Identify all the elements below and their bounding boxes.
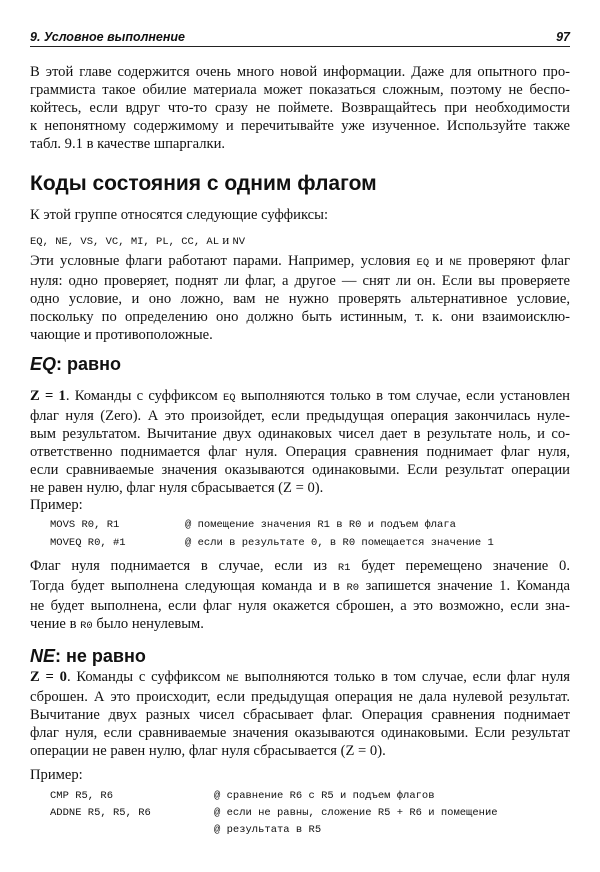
eq-paragraph-2 [30, 557, 570, 635]
code-inline: EQ [222, 392, 236, 404]
ne-code-instr-2: ADDNE R5, R5, R6 [50, 807, 151, 819]
ne-paragraph [30, 668, 570, 760]
code-inline: NE [449, 257, 462, 269]
text-line: флаг нуля (Zero). А это произойдет, если предыдущая операция закончилась нуле- [30, 408, 570, 424]
text-line: поскольку по определению оно должно быть истинным, т. к. они взаимоисклю- [30, 309, 570, 325]
intro-paragraph [30, 63, 570, 153]
eq-code-instr-1: MOVS R0, R1 [50, 519, 120, 531]
eq-example-label: Пример: [30, 497, 83, 513]
page-number: 97 [556, 30, 570, 44]
ne-code-comment-3: @ результата в R5 [214, 824, 322, 836]
code-inline: EQ, NE, VS, VC, MI, PL, CC, AL [30, 236, 220, 248]
text-line: чение в R0 было ненулевым. [30, 616, 204, 632]
code-inline: R0 [80, 620, 93, 632]
ne-heading: NE: не равно [30, 646, 146, 666]
ne-abbr: NE [30, 646, 56, 666]
eq-code-instr-2: MOVEQ R0, #1 [50, 537, 126, 549]
section-paragraph [30, 252, 570, 344]
running-header [30, 30, 570, 47]
text-line: операции не равен нулю, флаг нуля сбрасывается (Z = 0). [30, 743, 386, 759]
text-line: Z = 0. Команды с суффиксом NE выполняются только в том случае, если флаг нуля [30, 669, 570, 685]
section-lead [30, 206, 570, 224]
chapter-title: 9. Условное выполнение [30, 30, 186, 44]
eq-abbr: EQ [30, 354, 57, 374]
suffix-list [30, 231, 570, 251]
text-line: Z = 1. Команды с суффиксом EQ выполняются только в том случае, если установлен [30, 388, 570, 404]
eq-paragraph [30, 387, 570, 497]
ne-code-comment-2: @ если не равны, сложение R5 + R6 и помещение [214, 807, 498, 819]
text-line: табл. 9.1 в качестве шпаргалки. [30, 136, 226, 152]
code-inline: NV [232, 236, 246, 248]
section-heading: Коды состояния с одним флагом [30, 172, 377, 195]
suffix-conjunction: и [219, 232, 233, 247]
eq-code-comment-2: @ если в результате 0, в R0 помещается значение 1 [185, 537, 494, 549]
eq-code-comment-1: @ помещение значения R1 в R0 и подъем флага [185, 519, 456, 531]
code-inline: EQ [416, 257, 430, 269]
code-inline: NE [226, 673, 239, 685]
text-line: Тогда будет выполнена следующая команда и в R0 запишется значение 1. Команда [30, 578, 570, 594]
text-line: Эти условные флаги работают парами. Например, условия EQ и NE проверяют флаг [30, 253, 571, 269]
text-line: койтесь, если вдруг что-то сразу не поймете. Возвращайтесь при необходимости [30, 100, 570, 116]
text-line: одно условие, и оно ложно, вам не нужно проверять альтернативное условие, [30, 291, 570, 307]
text-line: флаг нуля, если сравниваемые значения оказываются одинаковыми. Если результат [30, 725, 570, 741]
text-line: вым результатом. Вычитание двух одинаковых чисел дает в результате ноль, и со- [30, 426, 570, 442]
ne-example-label: Пример: [30, 767, 83, 783]
text-line: сброшен. А это происходит, если предыдущая операция не дала нулевой результат. [30, 689, 570, 705]
text-line: нуля: одно проверяет, поднят ли флаг, а другое — снят ли он. Если вы проверяете [30, 273, 570, 289]
text-line: К этой группе относятся следующие суффиксы: [30, 207, 329, 223]
text-line: ответственно поднимается флаг нуля. Операция сравнения поднимает флаг нуля, [30, 444, 570, 460]
code-inline: R1 [337, 562, 351, 574]
text-line: граммиста такое обилие материала может показаться сложным, поэтому не беспо- [30, 82, 570, 98]
ne-code-instr-1: CMP R5, R6 [50, 790, 114, 802]
code-inline: R0 [346, 582, 360, 594]
text-line: не будет выполнена, если флаг нуля окажется сброшен, а это возможно, если зна- [30, 598, 570, 614]
text-line: если сравниваемые значения оказываются одинаковыми. Если результат операции [30, 462, 570, 478]
ne-code-comment-1: @ сравнение R6 с R5 и подъем флагов [214, 790, 435, 802]
text-line: чающие и противоположные. [30, 327, 213, 343]
text-line: В этой главе содержится очень много новой информации. Даже для опытного про- [30, 64, 570, 80]
text-line: не равен нулю, флаг нуля сбрасывается (Z = 0). [30, 480, 324, 496]
eq-heading: EQ: равно [30, 354, 121, 374]
text-line: Флаг нуля поднимается в случае, если из R1 будет перемещено значение 0. [30, 558, 571, 574]
text-line: Вычитание двух разных чисел сбрасывает флаг. Операция сравнения поднимает [30, 707, 570, 723]
text-line: к непонятному содержимому и перечитывайте уже изученное. Используйте также [30, 118, 570, 134]
